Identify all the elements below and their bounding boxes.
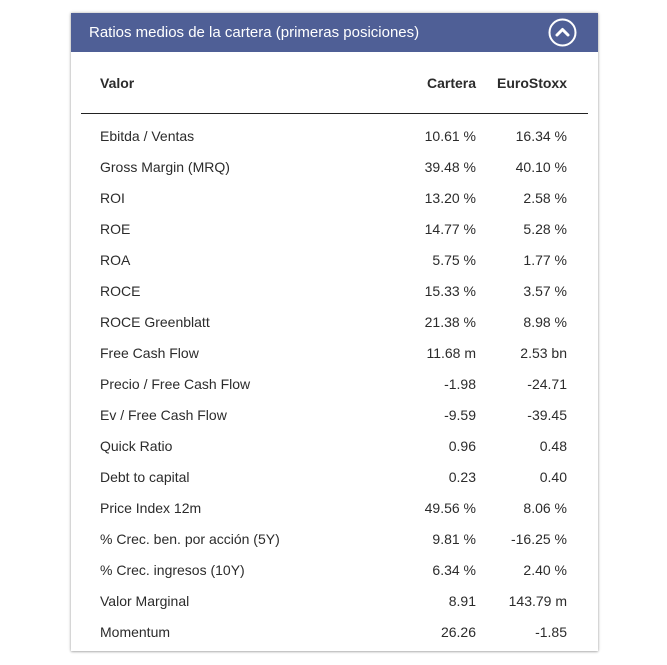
table-row [81, 114, 588, 145]
table-row [81, 610, 588, 641]
table-row [81, 207, 588, 238]
panel-title: Ratios medios de la cartera (primeras posiciones) [89, 24, 420, 41]
row-eurostoxx-value: -24.71 [527, 376, 567, 392]
row-eurostoxx-value: 143.79 m [508, 593, 567, 609]
row-eurostoxx-value: 40.10 % [515, 159, 567, 175]
chevron-up-circle-icon [548, 18, 577, 47]
header-eurostoxx: EuroStoxx [496, 75, 567, 91]
row-label: Precio / Free Cash Flow [100, 376, 251, 392]
row-label: ROI [100, 190, 125, 206]
row-eurostoxx-value: 5.28 % [523, 221, 567, 237]
row-cartera-value: 49.56 % [424, 500, 476, 516]
row-label: ROA [100, 252, 131, 268]
row-eurostoxx-value: -39.45 [527, 407, 567, 423]
table-row [81, 145, 588, 176]
table-header [81, 52, 588, 114]
table-row [81, 269, 588, 300]
row-cartera-value: 8.91 [448, 593, 476, 609]
row-label: Quick Ratio [100, 438, 173, 454]
row-eurostoxx-value: 1.77 % [523, 252, 567, 268]
row-label: Free Cash Flow [100, 345, 199, 361]
row-cartera-value: 15.33 % [424, 283, 476, 299]
row-eurostoxx-value: 3.57 % [523, 283, 567, 299]
header-valor: Valor [100, 75, 135, 91]
row-cartera-value: 26.26 [440, 624, 476, 640]
ratios-table [81, 52, 588, 641]
table-row [81, 393, 588, 424]
table-row [81, 300, 588, 331]
row-label: Valor Marginal [100, 593, 190, 609]
row-eurostoxx-value: -1.85 [535, 624, 567, 640]
row-cartera-value: -9.59 [444, 407, 476, 423]
row-cartera-value: 11.68 m [426, 345, 476, 361]
row-eurostoxx-value: -16.25 % [510, 531, 567, 547]
table-row [81, 517, 588, 548]
row-label: Momentum [100, 624, 171, 640]
row-eurostoxx-value: 2.40 % [523, 562, 567, 578]
collapse-button[interactable] [548, 18, 577, 47]
table-row [81, 455, 588, 486]
table-row [81, 486, 588, 517]
table-row [81, 362, 588, 393]
row-label: ROCE [100, 283, 141, 299]
row-eurostoxx-value: 0.40 [539, 469, 567, 485]
table-row [81, 579, 588, 610]
row-cartera-value: 6.34 % [432, 562, 476, 578]
table-row [81, 424, 588, 455]
row-cartera-value: 10.61 % [424, 128, 476, 144]
table-row [81, 548, 588, 579]
row-cartera-value: 0.96 [448, 438, 476, 454]
ratios-panel [71, 13, 598, 651]
row-cartera-value: 39.48 % [424, 159, 476, 175]
row-eurostoxx-value: 16.34 % [515, 128, 567, 144]
row-eurostoxx-value: 0.48 [539, 438, 567, 454]
panel-header[interactable] [71, 13, 598, 52]
row-cartera-value: 13.20 % [424, 190, 476, 206]
row-label: Ev / Free Cash Flow [100, 407, 227, 423]
table-row [81, 331, 588, 362]
row-cartera-value: 5.75 % [432, 252, 476, 268]
row-label: Price Index 12m [100, 500, 202, 516]
row-label: % Crec. ingresos (10Y) [100, 562, 245, 578]
row-eurostoxx-value: 2.53 bn [520, 345, 567, 361]
row-eurostoxx-value: 8.98 % [523, 314, 567, 330]
table-body [81, 114, 588, 641]
row-cartera-value: 21.38 % [424, 314, 476, 330]
row-eurostoxx-value: 2.58 % [523, 190, 567, 206]
row-label: ROE [100, 221, 131, 237]
row-label: % Crec. ben. por acción (5Y) [100, 531, 280, 547]
row-label: ROCE Greenblatt [100, 314, 210, 330]
row-cartera-value: 14.77 % [424, 221, 476, 237]
row-cartera-value: 9.81 % [432, 531, 476, 547]
row-cartera-value: -1.98 [444, 376, 476, 392]
table-row [81, 176, 588, 207]
row-eurostoxx-value: 8.06 % [523, 500, 567, 516]
row-label: Gross Margin (MRQ) [100, 159, 230, 175]
row-label: Ebitda / Ventas [100, 128, 195, 144]
header-cartera: Cartera [426, 75, 476, 91]
table-row [81, 238, 588, 269]
row-label: Debt to capital [100, 469, 190, 485]
row-cartera-value: 0.23 [448, 469, 476, 485]
